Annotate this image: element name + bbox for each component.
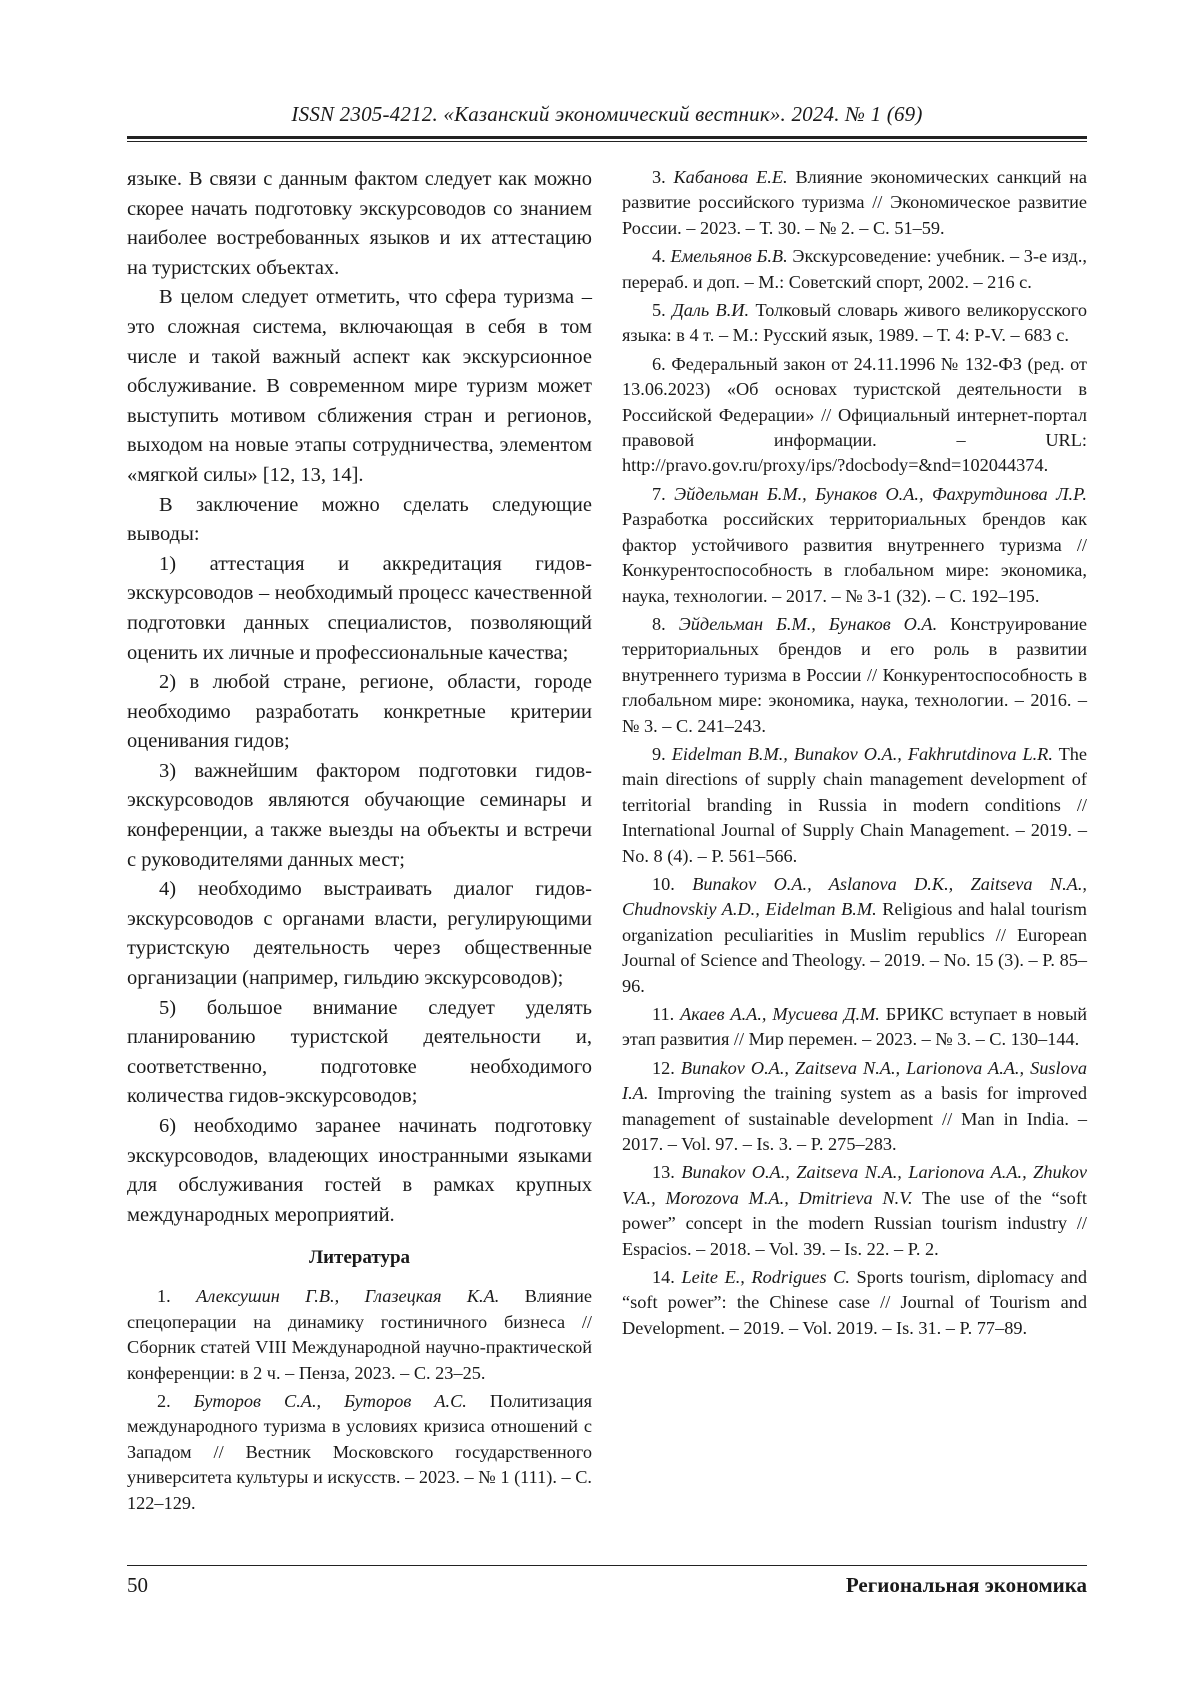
- reference-item: 4. Емельянов Б.В. Экскурсоведение: учебник. – 3-е изд., перераб. и доп. – М.: Советский спорт, 2002. – 216 с.: [622, 246, 1087, 292]
- reference-text: Влияние спецоперации на динамику гостиничного бизнеса // Сборник статей VIII Международной научно-практической конференции: в 2 ч. – Пенза, 2023. – С. 23–25.: [127, 1286, 592, 1383]
- footer-rule: [127, 1565, 1087, 1566]
- reference-list-left: [127, 1284, 592, 1516]
- conclusion-item: 2) в любой стране, регионе, области, городе необходимо разработать конкретные критерии оценивания гидов;: [127, 671, 592, 753]
- reference-item: 12. Bunakov O.A., Zaitseva N.A., Larionova A.A., Suslova I.A. Improving the training system as a basis for improved management of sustainable development // Man in India. – 2017. – Vol. 97. – Is. 3. – P. 275–283.: [622, 1057, 1087, 1155]
- conclusion-item: 1) аттестация и аккредитация гидов-экскурсоводов – необходимый процесс качественной подготовки данных специалистов, позволяющий оценить их личные и профессиональные качества;: [127, 552, 592, 664]
- reference-authors: Емельянов Б.В.: [670, 246, 788, 267]
- reference-text: Толковый словарь живого великорусского языка: в 4 т. – М.: Русский язык, 1989. – Т. 4: Р-V. – 683 с.: [622, 300, 1087, 346]
- reference-item: 11. Акаев А.А., Мусиева Д.М. БРИКС вступает в новый этап развития // Мир перемен. – 2023. – № 3. – С. 130–144.: [622, 1004, 1088, 1050]
- reference-text: Политизация международного туризма в условиях кризиса отношений с Западом // Вестник Московского государственного университета культуры и искусств. – 2023. – № 1 (111). – С. 122–129.: [127, 1391, 592, 1513]
- reference-authors: Акаев А.А., Мусиева Д.М.: [680, 1004, 880, 1024]
- reference-authors: Eidelman B.M., Bunakov O.A., Fakhrutdinova L.R.: [671, 743, 1053, 764]
- reference-authors: Даль В.И.: [672, 300, 750, 321]
- reference-item: 10. Bunakov O.A., Aslanova D.K., Zaitseva N.A., Chudnovskiy A.D., Eidelman B.M. Religious and halal tourism organization peculiarities in Muslim republics // European Journal of Science and Theology. – 2019. – No. 15 (3). – P. 85–96.: [622, 873, 1087, 996]
- reference-item: 5. Даль В.И. Толковый словарь живого великорусского языка: в 4 т. – М.: Русский язык, 1989. – Т. 4: Р-V. – 683 с.: [622, 300, 1087, 346]
- reference-authors: Bunakov O.A., Zaitseva N.A., Larionova A.A., Suslova I.A.: [622, 1057, 1087, 1104]
- reference-text: Экскурсоведение: учебник. – 3-е изд., перераб. и доп. – М.: Советский спорт, 2002. – 216 с.: [622, 246, 1087, 292]
- literature-heading: Литература: [308, 1247, 411, 1269]
- body-paragraph: В заключение можно сделать следующие выводы:: [127, 493, 592, 546]
- reference-list-right: [622, 165, 1087, 1341]
- reference-text: Влияние экономических санкций на развитие российского туризма // Экономическое развитие России. – 2023. – Т. 30. – № 2. – С. 51–59.: [622, 167, 1088, 238]
- reference-text: Разработка российских территориальных брендов как фактор устойчивого развития внутреннего туризма // Конкурентоспособность в глобальном мире: экономика, наука, технологии. – 2017. – № 3-1 (32). – С. 192–195.: [622, 509, 1087, 606]
- reference-authors: Bunakov O.A., Aslanova D.K., Zaitseva N.A., Chudnovskiy A.D., Eidelman B.M.: [622, 873, 1087, 920]
- conclusion-item: 4) необходимо выстраивать диалог гидов-экскурсоводов с органами власти, регулирующими туристскую деятельность через общественные организации (например, гильдию экскурсоводов);: [127, 878, 592, 990]
- reference-authors: Leite E., Rodrigues C.: [681, 1267, 850, 1288]
- running-header: ISSN 2305-4212. «Казанский экономический вестник». 2024. № 1 (69): [291, 102, 923, 126]
- conclusion-item: 6) необходимо заранее начинать подготовку экскурсоводов, владеющих иностранными языками для обслуживания гостей в рамках крупных международных мероприятий.: [127, 1115, 592, 1226]
- reference-text: БРИКС вступает в новый этап развития // Мир перемен. – 2023. – № 3. – С. 130–144.: [622, 1004, 1088, 1050]
- reference-item: 14. Leite E., Rodrigues C. Sports tourism, diplomacy and “soft power”: the Chinese case // Journal of Tourism and Development. – 2019. – Vol. 2019. – Is. 31. – P. 77–89.: [622, 1267, 1087, 1338]
- reference-text: Федеральный закон от 24.11.1996 № 132-ФЗ (ред. от 13.06.2023) «Об основах туристской деятельности в Российской Федерации» // Официальный интернет-портал правовой информации. – URL: http://pravo.gov.ru/proxy/ips/?docbody=&nd=102044374.: [622, 353, 1087, 476]
- left-column: [127, 165, 592, 1519]
- right-column: [622, 165, 1087, 1344]
- conclusion-item: 3) важнейшим фактором подготовки гидов-экскурсоводов являются обучающие семинары и конференции, а также выезды на объекты и встречи с руководителями данных мест;: [127, 759, 592, 871]
- header-rule-thin: [127, 141, 1087, 142]
- reference-authors: Алексушин Г.В., Глазецкая К.А.: [196, 1286, 500, 1307]
- reference-text: The use of the “soft power” concept in the modern Russian tourism industry // Espacios. – 2018. – Vol. 39. – Is. 22. – P. 2.: [622, 1187, 1087, 1259]
- reference-text: Improving the training system as a basis for improved management of sustainable development // Man in India. – 2017. – Vol. 97. – Is. 3. – P. 275–283.: [622, 1083, 1087, 1155]
- reference-authors: Эйдельман Б.М., Бунаков О.А.: [678, 613, 938, 634]
- body-paragraph: В целом следует отметить, что сфера туризма – это сложная система, включающая в себя в том числе и такой важный аспект как экскурсионное обслуживание. В современном мире туризм может выступить мотивом сближения стран и регионов, выходом на новые этапы сотрудничества, элементом «мягкой силы» [12, 13, 14].: [127, 286, 592, 486]
- reference-item: 2. Буторов С.А., Буторов А.С. Политизация международного туризма в условиях кризиса отношений с Западом // Вестник Московского государственного университета культуры и искусств. – 2023. – № 1 (111). – С. 122–129.: [127, 1391, 592, 1513]
- reference-item: 9. Eidelman B.M., Bunakov O.A., Fakhrutdinova L.R. The main directions of supply chain management development of territorial branding in Russia in modern conditions // International Journal of Supply Chain Management. – 2019. – No. 8 (4). – P. 561–566.: [622, 743, 1087, 866]
- reference-item: 6. Федеральный закон от 24.11.1996 № 132-ФЗ (ред. от 13.06.2023) «Об основах туристской деятельности в Российской Федерации» // Официальный интернет-портал правовой информации. – URL: http://pravo.gov.ru/proxy/ips/?docbody=&nd=102044374.: [622, 353, 1087, 476]
- article-body: [127, 165, 592, 1230]
- reference-item: 8. Эйдельман Б.М., Бунаков О.А. Конструирование территориальных брендов и его роль в развитии внутреннего туризма в России // Конкурентоспособность в глобальном мире: экономика, наука, технологии. – 2016. – № 3. – С. 241–243.: [622, 613, 1087, 736]
- reference-authors: Bunakov O.A., Zaitseva N.A., Larionova A.A., Zhukov V.A., Morozova M.A., Dmitrieva N.V.: [622, 1162, 1087, 1208]
- section-title: Региональная экономика: [845, 1573, 1087, 1597]
- reference-authors: Кабанова Е.Е.: [673, 167, 788, 187]
- page-number: 50: [127, 1573, 148, 1597]
- conclusion-item: 5) большое внимание следует уделять планированию туристской деятельности и, соответственно, подготовке необходимого количества гидов-экскурсоводов;: [127, 996, 592, 1108]
- reference-text: Religious and halal tourism organization peculiarities in Muslim republics // European Journal of Science and Theology. – 2019. – No. 15 (3). – P. 85–96.: [622, 899, 1087, 996]
- reference-item: 3. Кабанова Е.Е. Влияние экономических санкций на развитие российского туризма // Экономическое развитие России. – 2023. – Т. 30. – № 2. – С. 51–59.: [622, 167, 1088, 238]
- reference-item: 1. Алексушин Г.В., Глазецкая К.А. Влияние спецоперации на динамику гостиничного бизнеса // Сборник статей VIII Международной научно-практической конференции: в 2 ч. – Пенза, 2023. – С. 23–25.: [127, 1286, 592, 1383]
- reference-text: Sports tourism, diplomacy and “soft power”: the Chinese case // Journal of Tourism and Development. – 2019. – Vol. 2019. – Is. 31. – P. 77–89.: [622, 1267, 1087, 1338]
- reference-text: The main directions of supply chain management development of territorial branding in Russia in modern conditions // International Journal of Supply Chain Management. – 2019. – No. 8 (4). – P. 561–566.: [622, 743, 1087, 866]
- reference-item: 7. Эйдельман Б.М., Бунаков О.А., Фахрутдинова Л.Р. Разработка российских территориальных брендов как фактор устойчивого развития внутреннего туризма // Конкурентоспособность в глобальном мире: экономика, наука, технологии. – 2017. – № 3-1 (32). – С. 192–195.: [622, 483, 1087, 606]
- header-rule-thick: [127, 136, 1087, 139]
- reference-item: 13. Bunakov O.A., Zaitseva N.A., Larionova A.A., Zhukov V.A., Morozova M.A., Dmitrieva N.V. The use of the “soft power” concept in the modern Russian tourism industry // Espacios. – 2018. – Vol. 39. – Is. 22. – P. 2.: [622, 1162, 1087, 1259]
- body-paragraph: языке. В связи с данным фактом следует как можно скорее начать подготовку экскурсоводов со знанием наиболее востребованных языков и их аттестацию на туристских объектах.: [127, 168, 592, 279]
- reference-authors: Буторов С.А., Буторов А.С.: [193, 1391, 467, 1411]
- reference-authors: Эйдельман Б.М., Бунаков О.А., Фахрутдинова Л.Р.: [674, 483, 1087, 504]
- reference-text: Конструирование территориальных брендов и его роль в развитии внутреннего туризма в России // Конкурентоспособность в глобальном мире: экономика, наука, технологии. – 2016. – № 3. – С. 241–243.: [622, 613, 1087, 736]
